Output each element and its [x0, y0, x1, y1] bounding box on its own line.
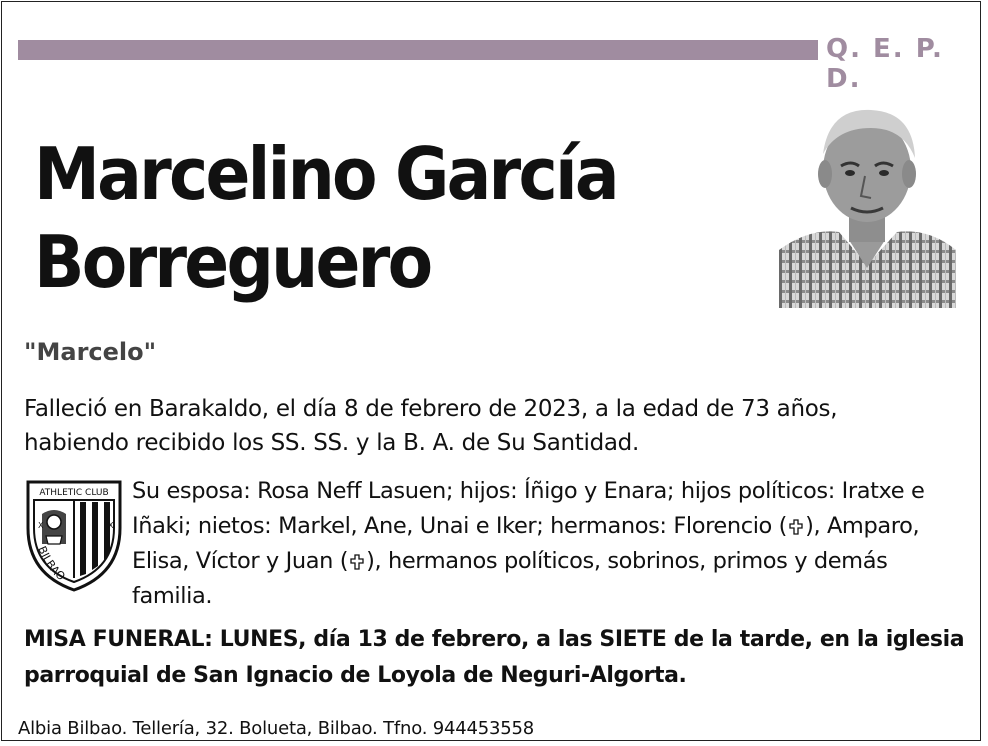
announcement-line-2: habiendo recibido los SS. SS. y la B. A. de Su Santidad. — [24, 430, 639, 456]
family-text-part-1: Su esposa: Rosa Neff Lasuen; hijos: Íñigo y Enara; hijos políticos: Iratxe e Iñaki; nietos: Markel, Ane, Unai e Iker; hermanos: Florencio ( — [132, 478, 925, 539]
crest-bottom-text: BILBAO — [35, 544, 68, 584]
svg-text:X: X — [38, 521, 44, 530]
family-text-part-3: ), hermanos políticos, sobrinos, primos y demás familia. — [132, 548, 888, 609]
qepd-label: Q. E. P. D. — [826, 34, 944, 94]
crest-top-text: ATHLETIC CLUB — [39, 488, 109, 498]
announcement-line-1: Falleció en Barakaldo, el día 8 de febrero de 2023, a la edad de 73 años, — [24, 396, 838, 422]
nickname: "Marcelo" — [24, 338, 157, 366]
header-bar — [18, 40, 818, 60]
athletic-club-crest-icon — [24, 478, 124, 594]
name-line-2: Borreguero — [34, 220, 431, 304]
cross-icon — [788, 519, 804, 535]
announcement-text — [24, 392, 924, 460]
cross-icon — [349, 554, 365, 570]
family-list — [132, 474, 972, 614]
funeral-home-footer: Albia Bilbao. Tellería, 32. Bolueta, Bilbao. Tfno. 944453558 — [18, 718, 535, 739]
portrait-photo — [779, 100, 956, 308]
funeral-mass-notice: MISA FUNERAL: LUNES, día 13 de febrero, a las SIETE de la tarde, en la iglesia parroquial de San Ignacio de Loyola de Neguri-Algorta. — [24, 627, 965, 688]
name-line-1: Marcelino García — [34, 132, 617, 216]
family-text-part-2: ), Amparo, Elisa, Víctor y Juan ( — [132, 513, 920, 574]
svg-text:X: X — [108, 521, 114, 530]
deceased-name — [34, 130, 696, 306]
